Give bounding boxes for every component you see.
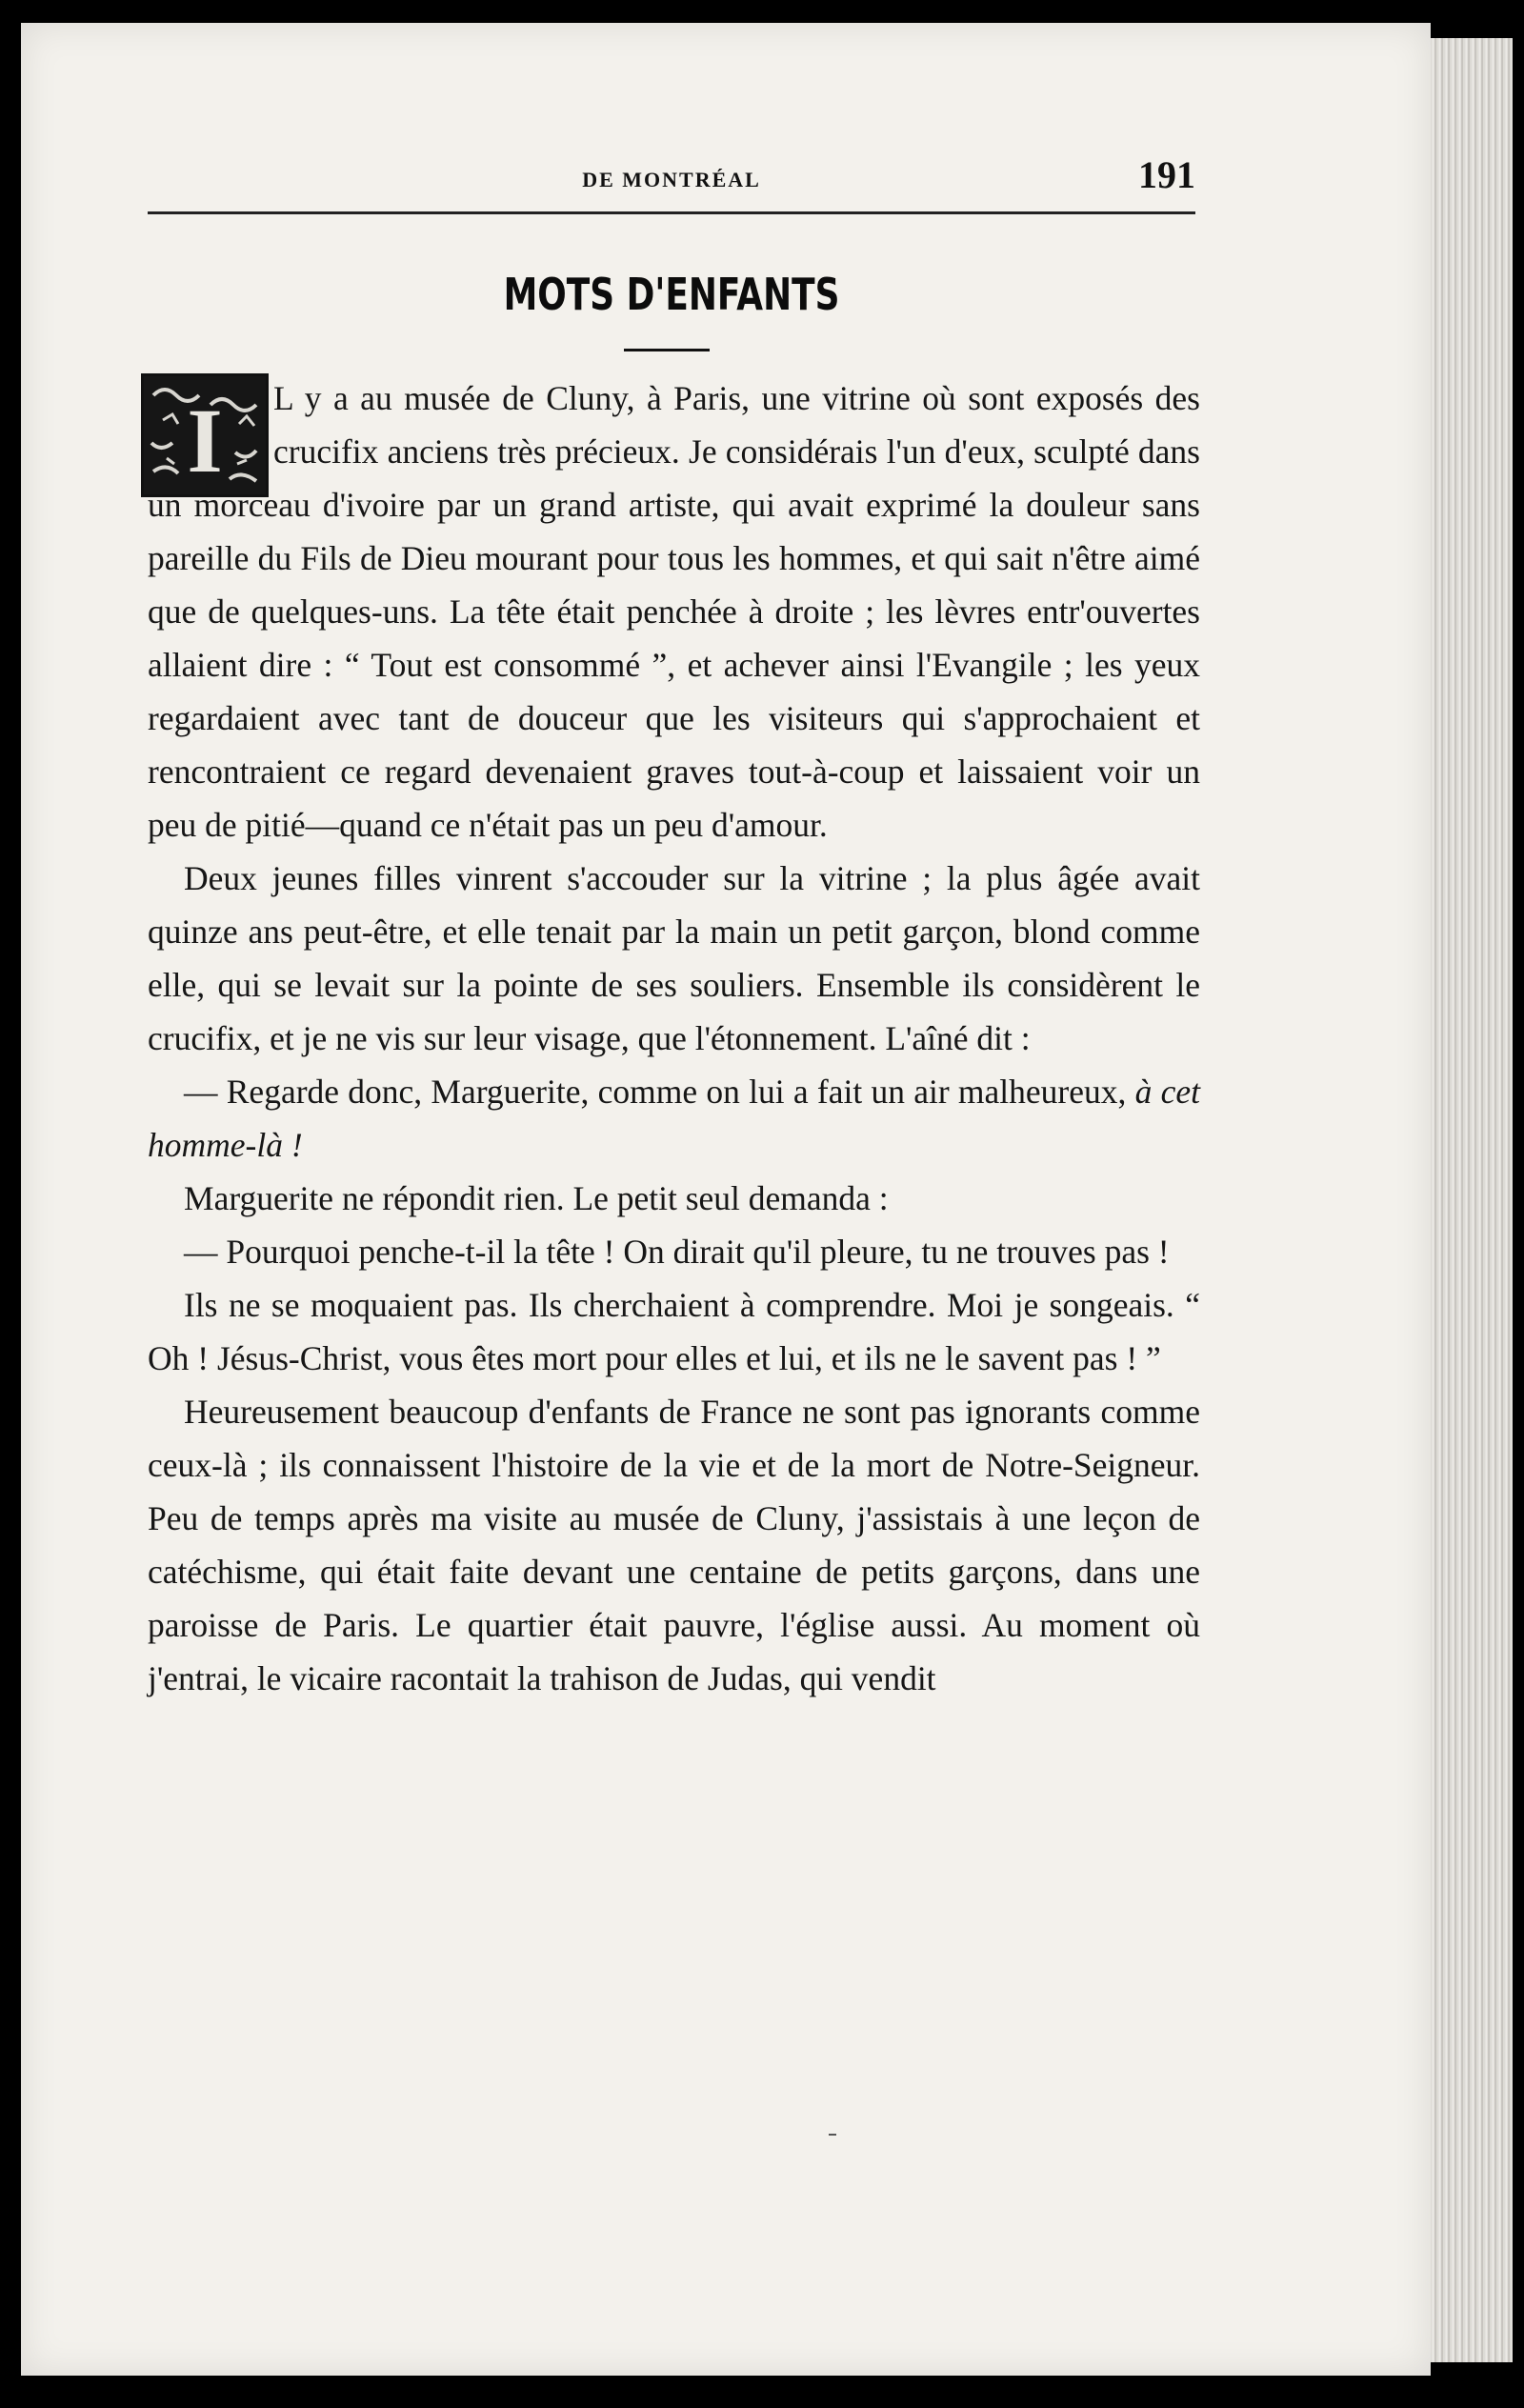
drop-cap-letter: I xyxy=(187,390,223,492)
paragraph-5: — Pourquoi penche-t-il la tête ! On dirait qu'il pleure, tu ne trouves pas ! xyxy=(184,1233,1170,1271)
page-mark xyxy=(829,2134,836,2136)
article-title: MOTS D'ENFANTS xyxy=(503,269,840,320)
page-header xyxy=(148,152,1195,210)
running-head: DE MONTRÉAL xyxy=(582,168,761,191)
italic-phrase: à cet homme-là ! xyxy=(148,1073,1200,1164)
paragraph-1 xyxy=(148,371,1200,852)
paragraph-7: Heureusement beaucoup d'enfants de France ne sont pas ignorants comme ceux-là ; ils connaissent l'histoire de la vie et de la mort de Notre-Seigneur. Peu de temps après ma visite au musée de Cluny, j'assistais à une leçon de catéchisme, qui était faite devant une centaine de petits garçons, dans une paroisse de Paris. Le quartier était pauvre, l'église aussi. Au moment où j'entrai, le vicaire racontait la trahison de Judas, qui vendit xyxy=(148,1393,1200,1697)
page-edges xyxy=(1431,38,1513,2362)
page-number: 191 xyxy=(1138,153,1195,196)
paragraph-3-text: — Regarde donc, Marguerite, comme on lui a fait un air malheureux, xyxy=(184,1073,1135,1111)
title-rule xyxy=(624,349,710,351)
header-rule xyxy=(148,211,1195,214)
paragraph-6: Ils ne se moquaient pas. Ils cherchaient à comprendre. Moi je songeais. “ Oh ! Jésus-Christ, vous êtes mort pour elles et lui, et ils ne le savent pas ! ” xyxy=(148,1286,1200,1377)
paragraph-1-text: L y a au musée de Cluny, à Paris, une vitrine où sont exposés des crucifix anciens très précieux. Je considérais l'un d'eux, sculpté dans un morceau d'ivoire par un grand artiste, qui avait exprimé la douleur sans pareille du Fils de Dieu mourant pour tous les hommes, et qui sait n'être aimé que de quelques-uns. La tête était penchée à droite ; les lèvres entr'ouvertes allaient dire : “ Tout est consommé ”, et achever ainsi l'Evangile ; les yeux regardaient avec tant de douceur que les visiteurs qui s'approchaient et rencontraient ce regard devenaient graves tout-à-coup et laissaient voir un peu de pitié—quand ce n'était pas un peu d'amour. xyxy=(148,379,1200,844)
paragraph-2: Deux jeunes filles vinrent s'accouder sur la vitrine ; la plus âgée avait quinze ans peut-être, et elle tenait par la main un petit garçon, blond comme elle, qui se levait sur la pointe de ses souliers. Ensemble ils considèrent le crucifix, et je ne vis sur leur visage, que l'étonnement. L'aîné dit : xyxy=(148,859,1200,1057)
article-body xyxy=(148,371,1200,1705)
paragraph-3 xyxy=(148,1065,1200,1172)
paragraph-4: Marguerite ne répondit rien. Le petit seul demanda : xyxy=(184,1179,889,1217)
